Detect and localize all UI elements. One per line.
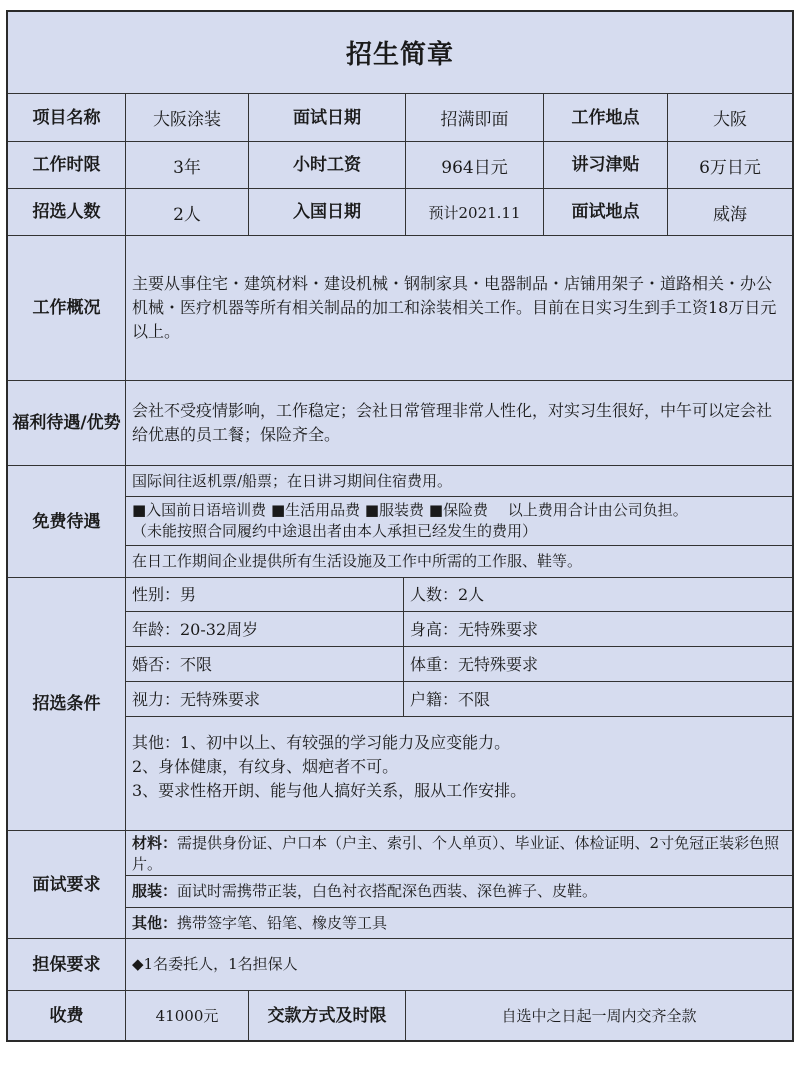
entry-date-value: 预计2021.11 [406, 189, 544, 236]
dress-text: 面试时需携带正装，白色衬衣搭配深色西装、深色裤子、皮鞋。 [177, 882, 598, 900]
interview-dress [126, 876, 792, 908]
interview-other [126, 908, 792, 939]
free-benefit-line-4: 在日工作期间企业提供所有生活设施及工作中所需的工作服、鞋等。 [126, 546, 792, 578]
conditions-header: 招选条件 [8, 578, 126, 831]
interview-materials [126, 831, 792, 876]
guarantee-text: ◆1名委托人，1名担保人 [126, 939, 792, 991]
recruit-count-value: 2人 [126, 189, 249, 236]
hukou-condition: 户籍：不限 [404, 682, 792, 717]
recruit-count-header: 招选人数 [8, 189, 126, 236]
gender-condition: 性别：男 [126, 578, 404, 612]
work-overview-header: 工作概况 [8, 236, 126, 381]
materials-label: 材料： [132, 834, 178, 852]
age-condition: 年龄：20-32周岁 [126, 612, 404, 647]
vision-condition: 视力：无特殊要求 [126, 682, 404, 717]
hourly-wage-header: 小时工资 [249, 142, 406, 189]
work-period-value: 3年 [126, 142, 249, 189]
recruitment-sheet [6, 10, 794, 1042]
work-overview-text: 主要从事住宅・建筑材料・建设机械・钢制家具・电器制品・店铺用架子・道路相关・办公机械・医疗机器等所有相关制品的加工和涂装相关工作。目前在日实习生到手工资18万日元以上。 [126, 236, 792, 381]
free-benefit-line-2 [126, 497, 792, 546]
free-benefit-line-1: 国际间往返机票/船票；在日讲习期间住宿费用。 [126, 466, 792, 497]
interview-date-header: 面试日期 [249, 94, 406, 142]
materials-text: 需提供身份证、户口本（户主、索引、个人单页）、毕业证、体检证明、2寸免冠正装彩色照片。 [132, 834, 780, 873]
project-name-header: 项目名称 [8, 94, 126, 142]
training-allowance-value: 6万日元 [668, 142, 792, 189]
page-title: 招生简章 [8, 12, 792, 94]
free-benefit-note: （未能按照合同履约中途退出者由本人承担已经发生的费用） [132, 522, 538, 540]
count-condition: 人数：2人 [404, 578, 792, 612]
interview-other-text: 携带签字笔、铅笔、橡皮等工具 [177, 913, 388, 932]
fee-amount: 41000元 [126, 991, 249, 1040]
guarantee-header: 担保要求 [8, 939, 126, 991]
interview-location-header: 面试地点 [544, 189, 668, 236]
interview-requirements-header: 面试要求 [8, 831, 126, 939]
other-conditions [126, 717, 792, 831]
interview-date-value: 招满即面 [406, 94, 544, 142]
other-condition-1: 其他：1、初中以上、有较强的学习能力及应变能力。 [132, 733, 511, 752]
payment-method-text: 自选中之日起一周内交齐全款 [501, 1007, 697, 1025]
free-benefit-items: ■入国前日语培训费 ■生活用品费 ■服装费 ■保险费 以上费用合计由公司负担。 [132, 501, 688, 519]
height-condition: 身高：无特殊要求 [404, 612, 792, 647]
other-condition-2: 2、身体健康，有纹身、烟疤者不可。 [132, 757, 399, 776]
welfare-text: 会社不受疫情影响，工作稳定；会社日常管理非常人性化，对实习生很好，中午可以定会社给优惠的员工餐；保险齐全。 [126, 381, 792, 466]
marital-condition: 婚否：不限 [126, 647, 404, 682]
work-location-value: 大阪 [668, 94, 792, 142]
training-allowance-header: 讲习津贴 [544, 142, 668, 189]
interview-location-value: 威海 [668, 189, 792, 236]
payment-method-header: 交款方式及时限 [249, 991, 406, 1040]
interview-other-label: 其他： [132, 913, 178, 932]
dress-label: 服装： [132, 882, 178, 900]
entry-date-header: 入国日期 [249, 189, 406, 236]
welfare-header: 福利待遇/优势 [8, 381, 126, 466]
fee-header: 收费 [8, 991, 126, 1040]
work-location-header: 工作地点 [544, 94, 668, 142]
work-period-header: 工作时限 [8, 142, 126, 189]
other-condition-3: 3、要求性格开朗、能与他人搞好关系，服从工作安排。 [132, 781, 527, 800]
hourly-wage-value: 964日元 [406, 142, 544, 189]
free-benefits-header: 免费待遇 [8, 466, 126, 578]
weight-condition: 体重：无特殊要求 [404, 647, 792, 682]
project-name-value: 大阪涂装 [126, 94, 249, 142]
